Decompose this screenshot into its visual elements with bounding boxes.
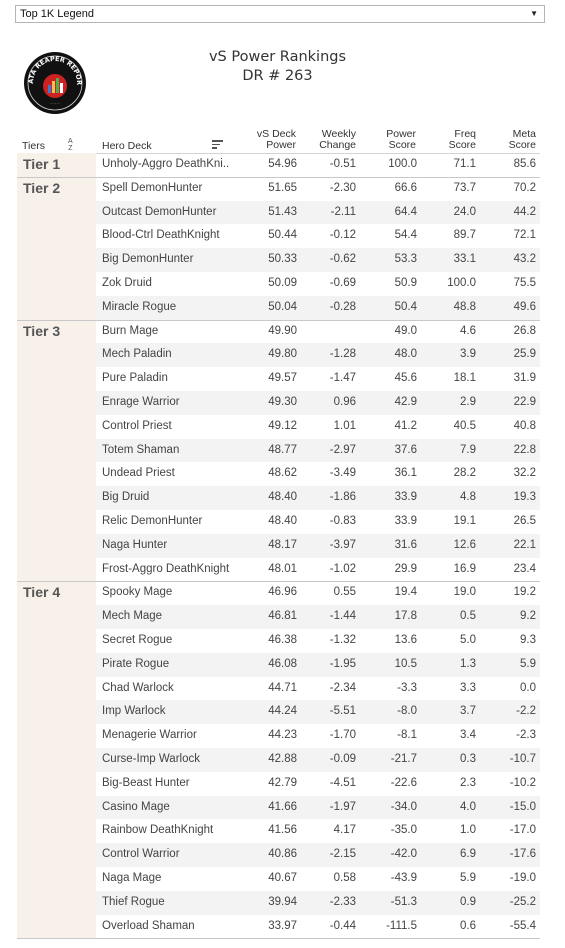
power-score-cell: 41.2: [394, 419, 417, 432]
weekly-change-cell: -1.47: [329, 372, 356, 385]
meta-score-cell: 26.8: [513, 324, 536, 337]
hero-deck-cell: Totem Shaman: [102, 443, 180, 456]
tier-label: Tier 4: [17, 581, 96, 938]
vs-power-cell: 46.08: [268, 657, 297, 670]
leaderboard-dropdown[interactable]: [15, 5, 545, 23]
vs-power-cell: 44.24: [268, 705, 297, 718]
vs-power-cell: 50.33: [268, 253, 297, 266]
power-score-cell: 33.9: [394, 514, 417, 527]
vs-power-cell: 42.79: [268, 776, 297, 789]
weekly-change-cell: -5.51: [329, 705, 356, 718]
meta-score-cell: -19.0: [509, 871, 536, 884]
table-row[interactable]: [17, 439, 540, 463]
vs-power-cell: 40.86: [268, 848, 297, 861]
vs-power-cell: 50.09: [268, 276, 297, 289]
vs-power-cell: 49.90: [268, 324, 297, 337]
freq-score-cell: 48.8: [453, 300, 476, 313]
hero-deck-cell: Control Warrior: [102, 848, 180, 861]
power-score-cell: 48.0: [394, 348, 417, 361]
power-score-cell: -42.0: [390, 848, 417, 861]
table-row[interactable]: [17, 510, 540, 534]
weekly-change-cell: -0.28: [329, 300, 356, 313]
freq-score-cell: 4.6: [460, 324, 476, 337]
weekly-change-cell: -1.02: [329, 562, 356, 575]
hero-deck-cell: Spooky Mage: [102, 586, 173, 599]
header-power-score[interactable]: [356, 129, 416, 151]
svg-text:DATA REAPER REPORT: ATA REAPER REPOR: [26, 54, 84, 85]
power-score-cell: 53.3: [394, 253, 417, 266]
meta-score-cell: 40.8: [513, 419, 536, 432]
table-row[interactable]: [17, 748, 540, 772]
freq-score-cell: 3.9: [460, 348, 476, 361]
title-line-1: vS Power Rankings: [208, 49, 347, 65]
header-vs-l2: Power: [266, 139, 296, 151]
freq-score-cell: 6.9: [460, 848, 476, 861]
table-row[interactable]: [17, 677, 540, 701]
power-score-cell: 42.9: [394, 395, 417, 408]
meta-score-cell: -55.4: [509, 919, 536, 932]
freq-score-cell: 1.3: [460, 657, 476, 670]
page-title: [150, 48, 405, 86]
table-row[interactable]: [17, 296, 540, 320]
meta-score-cell: 22.9: [513, 395, 536, 408]
hero-deck-cell: Burn Mage: [102, 324, 159, 337]
header-wk-l1: Weekly: [321, 128, 356, 140]
vs-power-cell: 41.56: [268, 824, 297, 837]
header-wk-l2: Change: [319, 139, 356, 151]
hero-deck-cell: Big DemonHunter: [102, 253, 194, 266]
sort-z-letter: Z: [68, 145, 73, 152]
power-score-cell: 19.4: [394, 586, 417, 599]
power-score-cell: -21.7: [390, 752, 417, 765]
power-score-cell: -3.3: [397, 681, 417, 694]
meta-score-cell: 31.9: [513, 372, 536, 385]
table-row[interactable]: [17, 772, 540, 796]
hero-deck-cell: Undead Priest: [102, 467, 175, 480]
table-row[interactable]: [17, 653, 540, 677]
vs-power-cell: 48.01: [268, 562, 297, 575]
hero-deck-cell: Relic DemonHunter: [102, 514, 203, 527]
power-score-cell: 49.0: [394, 324, 417, 337]
hero-deck-cell: Miracle Rogue: [102, 300, 177, 313]
tier-label: Tier 3: [17, 320, 96, 582]
weekly-change-cell: -3.49: [329, 467, 356, 480]
header-meta-score[interactable]: [476, 129, 536, 151]
header-tiers[interactable]: Tiers: [22, 140, 45, 152]
weekly-change-cell: -0.09: [329, 752, 356, 765]
meta-score-cell: 5.9: [520, 657, 536, 670]
meta-score-cell: 0.0: [520, 681, 536, 694]
meta-score-cell: -10.7: [509, 752, 536, 765]
table-row[interactable]: [17, 819, 540, 843]
freq-score-cell: 5.9: [460, 871, 476, 884]
vs-power-cell: 49.30: [268, 395, 297, 408]
weekly-change-cell: 1.01: [333, 419, 356, 432]
table-row[interactable]: [17, 153, 540, 177]
vs-power-cell: 48.77: [268, 443, 297, 456]
meta-score-cell: 23.4: [513, 562, 536, 575]
table-row[interactable]: [17, 462, 540, 486]
hero-deck-cell: Big-Beast Hunter: [102, 776, 190, 789]
meta-score-cell: 19.2: [513, 586, 536, 599]
freq-score-cell: 0.5: [460, 610, 476, 623]
sort-bar: [212, 140, 223, 142]
table-row[interactable]: [17, 367, 540, 391]
table-row[interactable]: [17, 796, 540, 820]
hero-deck-cell: Naga Hunter: [102, 538, 168, 551]
vs-power-cell: 46.81: [268, 610, 297, 623]
weekly-change-cell: -0.51: [329, 158, 356, 170]
power-score-cell: -22.6: [390, 776, 417, 789]
vs-power-cell: 46.96: [268, 586, 297, 599]
hero-deck-cell: Overload Shaman: [102, 919, 195, 932]
table-row[interactable]: [17, 605, 540, 629]
power-score-cell: 50.4: [394, 300, 417, 313]
power-score-cell: 31.6: [394, 538, 417, 551]
hero-deck-cell: Mech Mage: [102, 610, 163, 623]
table-row[interactable]: [17, 343, 540, 367]
table-row[interactable]: [17, 248, 540, 272]
weekly-change-cell: -2.30: [329, 181, 356, 194]
tier-block: [17, 153, 540, 177]
header-fs-l1: Freq: [454, 128, 476, 140]
freq-score-cell: 1.0: [460, 824, 476, 837]
vs-power-cell: 54.96: [268, 158, 297, 170]
freq-score-cell: 12.6: [453, 538, 476, 551]
weekly-change-cell: -0.12: [329, 229, 356, 242]
power-score-cell: -111.5: [386, 919, 417, 932]
table-row[interactable]: [17, 629, 540, 653]
hero-deck-cell: Chad Warlock: [102, 681, 174, 694]
freq-score-cell: 18.1: [453, 372, 476, 385]
table-bottom-border: [17, 938, 540, 939]
hero-deck-cell: Blood-Ctrl DeathKnight: [102, 229, 220, 242]
freq-score-cell: 19.1: [453, 514, 476, 527]
weekly-change-cell: -2.15: [329, 848, 356, 861]
rankings-table: [17, 153, 540, 939]
table-row[interactable]: [17, 915, 540, 939]
meta-score-cell: -2.3: [516, 729, 536, 742]
tier-label: Tier 1: [17, 153, 96, 177]
power-score-cell: -43.9: [390, 871, 417, 884]
table-row[interactable]: [17, 558, 540, 582]
meta-score-cell: 32.2: [513, 467, 536, 480]
vs-power-cell: 48.40: [268, 491, 297, 504]
meta-score-cell: -25.2: [509, 895, 536, 908]
header-ms-l2: Score: [508, 139, 536, 151]
weekly-change-cell: -0.69: [329, 276, 356, 289]
weekly-change-cell: -1.95: [329, 657, 356, 670]
power-score-cell: 17.8: [394, 610, 417, 623]
weekly-change-cell: -2.34: [329, 681, 356, 694]
weekly-change-cell: -1.32: [329, 633, 356, 646]
freq-score-cell: 33.1: [453, 253, 476, 266]
header-vs-l1: vS Deck: [256, 128, 296, 140]
power-score-cell: 36.1: [394, 467, 417, 480]
hero-deck-cell: Control Priest: [102, 419, 172, 432]
vs-power-cell: 51.65: [268, 181, 297, 194]
header-vs-power[interactable]: [236, 129, 296, 151]
vs-power-cell: 48.40: [268, 514, 297, 527]
table-row[interactable]: [17, 581, 540, 605]
vs-power-cell: 51.43: [268, 205, 297, 218]
power-score-cell: 66.6: [394, 181, 417, 194]
tier-block: [17, 320, 540, 582]
hero-deck-cell: Mech Paladin: [102, 348, 172, 361]
svg-text:··· ··· ···: ··· ··· ···: [49, 101, 61, 106]
hero-deck-cell: Rainbow DeathKnight: [102, 824, 214, 837]
meta-score-cell: 26.5: [513, 514, 536, 527]
hero-deck-cell: Outcast DemonHunter: [102, 205, 217, 218]
hero-deck-cell: Naga Mage: [102, 871, 162, 884]
table-row[interactable]: [17, 320, 540, 344]
table-row[interactable]: [17, 391, 540, 415]
meta-score-cell: 22.1: [513, 538, 536, 551]
vs-power-cell: 48.17: [268, 538, 297, 551]
meta-score-cell: 9.2: [520, 610, 536, 623]
power-score-cell: 29.9: [394, 562, 417, 575]
weekly-change-cell: -1.70: [329, 729, 356, 742]
hero-deck-cell: Zok Druid: [102, 276, 152, 289]
hero-deck-cell: Frost-Aggro DeathKnight: [102, 562, 230, 575]
power-score-cell: -34.0: [390, 800, 417, 813]
freq-score-cell: 4.0: [460, 800, 476, 813]
power-score-cell: 13.6: [394, 633, 417, 646]
hero-deck-cell: Pure Paladin: [102, 372, 168, 385]
meta-score-cell: -17.0: [509, 824, 536, 837]
vs-power-cell: 49.12: [268, 419, 297, 432]
freq-score-cell: 3.3: [460, 681, 476, 694]
vs-power-cell: 49.57: [268, 372, 297, 385]
table-row[interactable]: [17, 224, 540, 248]
meta-score-cell: 49.6: [513, 300, 536, 313]
table-row[interactable]: [17, 201, 540, 225]
tier-block: [17, 581, 540, 938]
weekly-change-cell: -4.51: [329, 776, 356, 789]
meta-score-cell: 43.2: [513, 253, 536, 266]
tier-block: [17, 177, 540, 320]
weekly-change-cell: -1.28: [329, 348, 356, 361]
data-reaper-logo: [23, 51, 87, 115]
meta-score-cell: 19.3: [513, 491, 536, 504]
table-row[interactable]: [17, 700, 540, 724]
hero-deck-cell: Spell DemonHunter: [102, 181, 203, 194]
hero-deck-cell: Big Druid: [102, 491, 150, 504]
table-row[interactable]: [17, 867, 540, 891]
dropdown-value: Top 1K Legend: [20, 8, 95, 20]
freq-score-cell: 4.8: [460, 491, 476, 504]
freq-score-cell: 2.3: [460, 776, 476, 789]
hero-deck-cell: Curse-Imp Warlock: [102, 752, 200, 765]
freq-score-cell: 2.9: [460, 395, 476, 408]
header-fs-l2: Score: [448, 139, 476, 151]
freq-score-cell: 0.9: [460, 895, 476, 908]
meta-score-cell: -2.2: [516, 705, 536, 718]
meta-score-cell: 72.1: [513, 229, 536, 242]
meta-score-cell: 70.2: [513, 181, 536, 194]
power-score-cell: 45.6: [394, 372, 417, 385]
table-row[interactable]: [17, 272, 540, 296]
power-score-cell: 50.9: [394, 276, 417, 289]
vs-power-cell: 50.44: [268, 229, 297, 242]
chevron-down-icon[interactable]: ▼: [530, 9, 538, 18]
power-score-cell: 33.9: [394, 491, 417, 504]
header-hero-deck[interactable]: Hero Deck: [102, 140, 152, 152]
power-score-cell: -8.0: [397, 705, 417, 718]
sort-a-letter: A: [68, 138, 73, 145]
meta-score-cell: 22.8: [513, 443, 536, 456]
vs-power-cell: 41.66: [268, 800, 297, 813]
power-score-cell: -35.0: [390, 824, 417, 837]
vs-power-cell: 44.71: [268, 681, 297, 694]
meta-score-cell: 44.2: [513, 205, 536, 218]
weekly-change-cell: -1.97: [329, 800, 356, 813]
hero-deck-cell: Pirate Rogue: [102, 657, 170, 670]
weekly-change-cell: 0.58: [333, 871, 356, 884]
power-score-cell: 64.4: [394, 205, 417, 218]
table-row[interactable]: [17, 843, 540, 867]
weekly-change-cell: -0.44: [329, 919, 356, 932]
table-row[interactable]: [17, 415, 540, 439]
header-ps-l2: Score: [388, 139, 416, 151]
freq-score-cell: 24.0: [453, 205, 476, 218]
sort-bar: [212, 144, 220, 146]
vs-power-cell: 48.62: [268, 467, 297, 480]
power-score-cell: 54.4: [394, 229, 417, 242]
vs-power-cell: 50.04: [268, 300, 297, 313]
vs-power-cell: 33.97: [268, 919, 297, 932]
freq-score-cell: 0.3: [460, 752, 476, 765]
vs-power-cell: 46.38: [268, 633, 297, 646]
weekly-change-cell: -0.62: [329, 253, 356, 266]
header-weekly-change[interactable]: [296, 129, 356, 151]
vs-power-cell: 39.94: [268, 895, 297, 908]
hero-deck-cell: Menagerie Warrior: [102, 729, 197, 742]
hero-deck-cell: Casino Mage: [102, 800, 170, 813]
freq-score-cell: 73.7: [453, 181, 476, 194]
title-line-2: DR # 263: [242, 68, 313, 84]
power-score-cell: -8.1: [397, 729, 417, 742]
weekly-change-cell: -2.33: [329, 895, 356, 908]
power-score-cell: 100.0: [388, 158, 417, 170]
power-score-cell: 10.5: [394, 657, 417, 670]
sort-az-icon[interactable]: [68, 138, 73, 152]
vs-power-cell: 42.88: [268, 752, 297, 765]
meta-score-cell: -17.6: [509, 848, 536, 861]
hero-deck-cell: Secret Rogue: [102, 633, 173, 646]
freq-score-cell: 16.9: [453, 562, 476, 575]
tier-label: Tier 2: [17, 177, 96, 320]
meta-score-cell: 9.3: [520, 633, 536, 646]
weekly-change-cell: 0.96: [333, 395, 356, 408]
sort-descending-icon[interactable]: [212, 140, 223, 150]
table-row[interactable]: [17, 177, 540, 201]
hero-deck-cell: Enrage Warrior: [102, 395, 180, 408]
freq-score-cell: 71.1: [453, 158, 476, 170]
weekly-change-cell: 4.17: [333, 824, 356, 837]
header-freq-score[interactable]: [416, 129, 476, 151]
weekly-change-cell: -1.44: [329, 610, 356, 623]
sort-bar: [212, 147, 217, 149]
meta-score-cell: 25.9: [513, 348, 536, 361]
meta-score-cell: 85.6: [513, 158, 536, 170]
power-score-cell: 37.6: [394, 443, 417, 456]
table-row[interactable]: [17, 724, 540, 748]
freq-score-cell: 19.0: [453, 586, 476, 599]
table-row[interactable]: [17, 486, 540, 510]
vs-power-cell: 40.67: [268, 871, 297, 884]
weekly-change-cell: -0.83: [329, 514, 356, 527]
freq-score-cell: 7.9: [460, 443, 476, 456]
hero-deck-cell: Imp Warlock: [102, 705, 166, 718]
freq-score-cell: 5.0: [460, 633, 476, 646]
freq-score-cell: 100.0: [447, 276, 476, 289]
vs-power-cell: 44.23: [268, 729, 297, 742]
freq-score-cell: 89.7: [453, 229, 476, 242]
freq-score-cell: 28.2: [453, 467, 476, 480]
meta-score-cell: -10.2: [509, 776, 536, 789]
weekly-change-cell: -1.86: [329, 491, 356, 504]
weekly-change-cell: -2.11: [330, 205, 356, 218]
freq-score-cell: 3.7: [460, 705, 476, 718]
meta-score-cell: 75.5: [513, 276, 536, 289]
freq-score-cell: 3.4: [460, 729, 476, 742]
table-row[interactable]: [17, 534, 540, 558]
freq-score-cell: 40.5: [453, 419, 476, 432]
power-score-cell: -51.3: [390, 895, 417, 908]
hero-deck-cell: Thief Rogue: [102, 895, 165, 908]
meta-score-cell: -15.0: [509, 800, 536, 813]
weekly-change-cell: -2.97: [329, 443, 356, 456]
header-ps-l1: Power: [386, 128, 416, 140]
vs-power-cell: 49.80: [268, 348, 297, 361]
weekly-change-cell: -3.97: [329, 538, 356, 551]
hero-deck-cell: Unholy-Aggro DeathKni..: [102, 158, 230, 170]
header-ms-l1: Meta: [512, 128, 536, 140]
freq-score-cell: 0.6: [460, 919, 476, 932]
weekly-change-cell: 0.55: [333, 586, 356, 599]
table-row[interactable]: [17, 891, 540, 915]
